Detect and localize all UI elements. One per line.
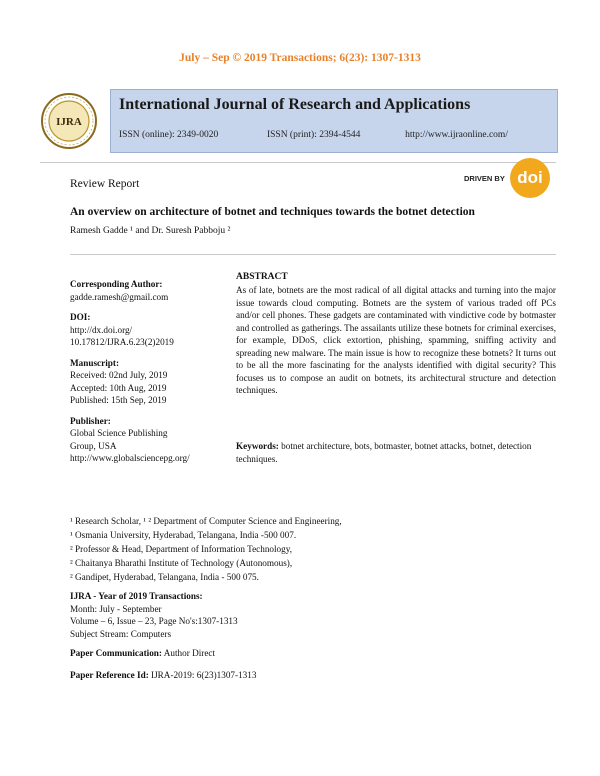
affiliation-line: ² Gandipet, Hyderabad, Telangana, India - 500 075.: [70, 572, 259, 582]
doi-badge[interactable]: [464, 158, 556, 198]
keywords-label: Keywords:: [236, 441, 279, 451]
affiliation-line: ² Chaitanya Bharathi Institute of Technology (Autonomous),: [70, 558, 293, 568]
corresponding-email[interactable]: gadde.ramesh@gmail.com: [70, 291, 169, 302]
divider: [70, 254, 556, 255]
abstract-heading: ABSTRACT: [236, 272, 288, 282]
doi-icon: doi: [510, 158, 550, 198]
affiliation-line: ² Professor & Head, Department of Information Technology,: [70, 544, 293, 554]
doi-link-line1[interactable]: http://dx.doi.org/: [70, 324, 133, 335]
running-header: July – Sep © 2019 Transactions; 6(23): 1307-1313: [179, 52, 421, 64]
journal-url[interactable]: http://www.ijraonline.com/: [405, 130, 508, 140]
document-type: Review Report: [70, 178, 140, 190]
paper-title: An overview on architecture of botnet and techniques towards the botnet detection: [70, 206, 475, 218]
publisher-name-line2: Group, USA: [70, 440, 117, 451]
paper-reference: [70, 670, 256, 680]
received-date: Received: 02nd July, 2019: [70, 370, 168, 380]
authors: Ramesh Gadde ¹ and Dr. Suresh Pabboju ²: [70, 226, 231, 236]
keywords: [236, 440, 556, 465]
doi-link-line2[interactable]: 10.17812/IJRA.6.23(2)2019: [70, 337, 174, 347]
doi-badge-label: DRIVEN BY: [464, 174, 505, 183]
journal-title: International Journal of Research and Applications: [119, 96, 471, 113]
transactions-volume: Volume – 6, Issue – 23, Page No's:1307-1313: [70, 616, 238, 626]
doi-label: DOI:: [70, 312, 91, 322]
paper-communication: [70, 648, 215, 658]
transactions-label: IJRA - Year of 2019 Transactions:: [70, 591, 203, 601]
transactions-month: Month: July - September: [70, 603, 162, 614]
keywords-list: botnet architecture, bots, botmaster, botnet attacks, botnet, detection techniques.: [236, 441, 532, 464]
issn-print: ISSN (print): 2394-4544: [266, 130, 361, 140]
corresponding-author-label: Corresponding Author:: [70, 279, 163, 289]
transactions-block: [70, 590, 238, 640]
manuscript-label: Manuscript:: [70, 357, 119, 368]
abstract-text: As of late, botnets are the most radical of all digital attacks and turning into the major issue towards cloud computing. Botnets are the system of various traded off PCs and/or cell phones. These gadgets are contaminated with vindictive code by botmaster and controlled as gatherings. The assailants utilize these botnets for criminal exercises, for example, DDoS, click extortion, phishing, spamming, sniffing activity and spreading new malware. The main issue is how to recognize these botnets? It turns out to be all the more fascinating for the analysts identified with digital security? This focuses us to compose an audit on botnets, its architectural structure and detection techniques.: [236, 285, 556, 395]
transactions-stream: Subject Stream: Computers: [70, 628, 172, 639]
communication-value: Author Direct: [163, 648, 216, 658]
journal-logo: [40, 92, 98, 150]
affiliations: [70, 514, 342, 584]
issn-online: ISSN (online): 2349-0020: [119, 130, 219, 140]
reference-value: IJRA-2019: 6(23)1307-1313: [151, 670, 257, 680]
journal-banner: [110, 89, 558, 153]
affiliation-line: ¹ Research Scholar, ¹ ² Department of Computer Science and Engineering,: [70, 516, 342, 526]
logo-text: IJRA: [56, 116, 82, 128]
publisher-name-line1: Global Science Publishing: [70, 428, 168, 438]
reference-label: Paper Reference Id:: [70, 670, 149, 680]
publisher-url[interactable]: http://www.globalsciencepg.org/: [70, 453, 190, 463]
accepted-date: Accepted: 10th Aug, 2019: [70, 382, 167, 393]
article-info-column: [70, 278, 200, 465]
publisher-label: Publisher:: [70, 415, 111, 426]
published-date: Published: 15th Sep, 2019: [70, 395, 167, 405]
affiliation-line: ¹ Osmania University, Hyderabad, Telangana, India -500 007.: [70, 530, 297, 540]
communication-label: Paper Communication:: [70, 648, 162, 658]
issn-row: [119, 130, 508, 140]
